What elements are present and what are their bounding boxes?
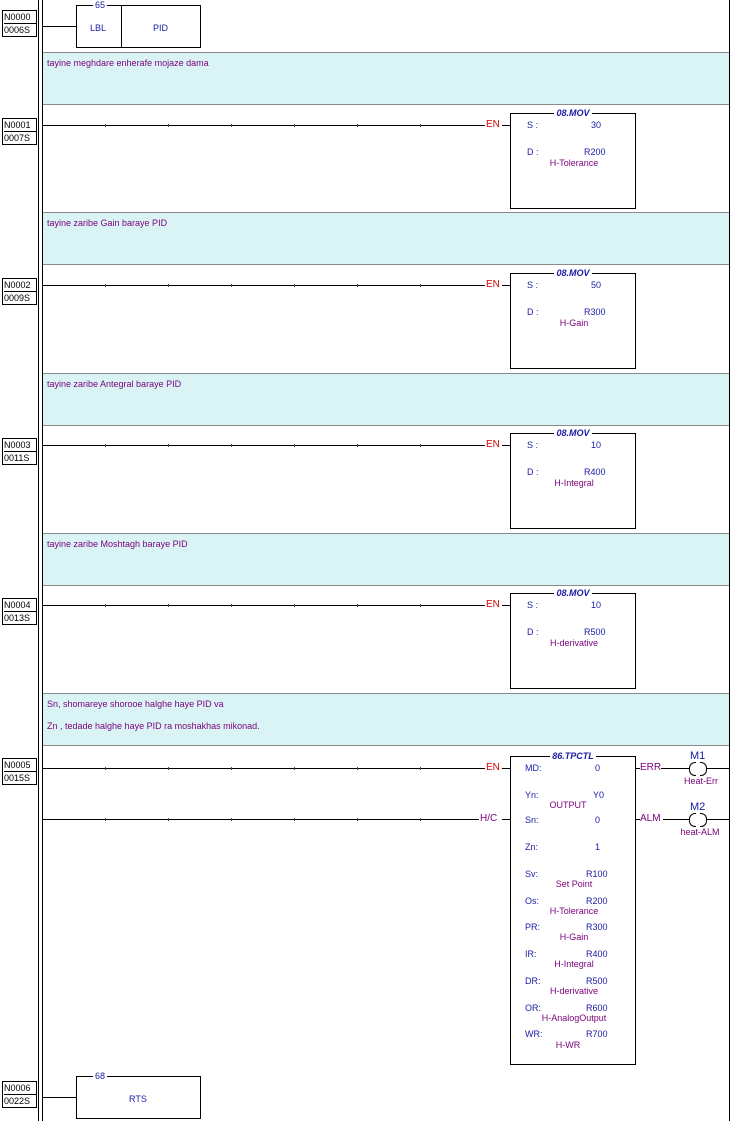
param-label-yn: Yn: <box>525 790 539 800</box>
block-divider <box>121 6 122 47</box>
source-label: S : <box>527 120 539 130</box>
mov-function-block[interactable] <box>510 268 636 369</box>
coil-m1[interactable] <box>689 762 707 774</box>
source-label: S : <box>527 280 539 290</box>
grid-tick <box>231 444 232 447</box>
grid-tick <box>294 767 295 770</box>
param-label-wr: WR: <box>525 1029 543 1039</box>
grid-tick <box>168 767 169 770</box>
output-wire <box>707 768 729 769</box>
return-instruction-block[interactable] <box>76 1071 201 1119</box>
param-value-md[interactable]: 0 <box>595 763 601 773</box>
comment-line: tayine zaribe Gain baraye PID <box>47 218 168 228</box>
dest-comment: H-Gain <box>559 318 589 328</box>
param-value-sv[interactable]: R100 <box>586 869 608 879</box>
function-number: 65 <box>95 0 106 10</box>
rung-wire <box>43 445 485 446</box>
param-comment-wr: H-WR <box>555 1040 581 1050</box>
grid-tick <box>105 604 106 607</box>
grid-tick <box>357 818 358 821</box>
rung-comment[interactable] <box>43 693 729 746</box>
step-address: 0013S <box>4 613 31 623</box>
coil-m2-comment: heat-ALM <box>680 827 720 837</box>
dest-comment: H-Tolerance <box>549 158 599 168</box>
grid-tick <box>105 444 106 447</box>
dest-label: D : <box>527 627 539 637</box>
grid-tick <box>105 767 106 770</box>
enable-input-label: EN <box>486 599 500 610</box>
param-comment-dr: H-derivative <box>549 986 598 996</box>
source-value[interactable]: 10 <box>591 440 602 450</box>
step-number-box[interactable] <box>2 758 37 785</box>
grid-tick <box>294 124 295 127</box>
grid-tick <box>168 604 169 607</box>
grid-tick <box>357 124 358 127</box>
grid-tick <box>168 124 169 127</box>
grid-tick <box>357 444 358 447</box>
output-wire <box>661 768 689 769</box>
source-label: S : <box>527 600 539 610</box>
coil-m2[interactable] <box>689 813 707 825</box>
step-number-box[interactable] <box>2 278 37 305</box>
dest-value[interactable]: R200 <box>584 147 606 157</box>
grid-tick <box>105 818 106 821</box>
rung-wire <box>43 125 485 126</box>
grid-tick <box>231 767 232 770</box>
step-number-box[interactable] <box>2 10 37 37</box>
param-label-ir: IR: <box>525 949 537 959</box>
grid-tick <box>105 284 106 287</box>
grid-tick <box>420 444 421 447</box>
param-value-ir[interactable]: R400 <box>586 949 608 959</box>
comment-line: tayine zaribe Antegral baraye PID <box>47 379 182 389</box>
right-power-rail <box>729 0 730 1121</box>
step-address: 0011S <box>4 453 30 463</box>
step-number-box[interactable] <box>2 1081 37 1108</box>
grid-tick <box>231 604 232 607</box>
step-number-box[interactable] <box>2 118 37 145</box>
param-comment-sv: Set Point <box>555 879 593 889</box>
param-comment-or: H-AnalogOutput <box>541 1013 607 1023</box>
dest-value[interactable]: R400 <box>584 467 606 477</box>
output-wire <box>707 819 729 820</box>
param-value-wr[interactable]: R700 <box>586 1029 608 1039</box>
function-title: 86.TPCTL <box>552 751 594 761</box>
grid-tick <box>168 818 169 821</box>
grid-tick <box>420 767 421 770</box>
network-number: N0001 <box>4 119 36 132</box>
rung-comment[interactable] <box>43 212 729 265</box>
grid-tick <box>420 284 421 287</box>
rung-wire <box>43 819 479 820</box>
tpctl-function-block[interactable] <box>510 751 636 1065</box>
alm-output-label: ALM <box>640 813 661 824</box>
function-name: LBL <box>90 23 107 33</box>
step-number-box[interactable] <box>2 438 37 465</box>
mov-function-block[interactable] <box>510 588 636 689</box>
param-value-or[interactable]: R600 <box>586 1003 608 1013</box>
enable-input-label: EN <box>486 119 500 130</box>
grid-tick <box>357 767 358 770</box>
function-title: 08.MOV <box>556 588 590 598</box>
rung-wire <box>43 1097 76 1098</box>
dest-value[interactable]: R300 <box>584 307 606 317</box>
function-name: RTS <box>129 1094 147 1104</box>
grid-tick <box>105 124 106 127</box>
source-value[interactable]: 10 <box>591 600 602 610</box>
dest-comment: H-Integral <box>554 478 594 488</box>
function-number: 68 <box>95 1071 106 1081</box>
grid-tick <box>420 604 421 607</box>
coil-m1-comment: Heat-Err <box>683 776 718 786</box>
grid-tick <box>231 124 232 127</box>
rung-wire <box>43 26 76 27</box>
param-comment-pr: H-Gain <box>559 932 589 942</box>
source-value[interactable]: 30 <box>591 120 602 130</box>
param-value-zn[interactable]: 1 <box>595 842 601 852</box>
function-title: 08.MOV <box>556 108 590 118</box>
dest-label: D : <box>527 307 539 317</box>
function-title: 08.MOV <box>556 428 590 438</box>
param-comment-ir: H-Integral <box>554 959 594 969</box>
grid-tick <box>294 818 295 821</box>
grid-tick <box>168 284 169 287</box>
grid-tick <box>294 604 295 607</box>
comment-line: tayine meghdare enherafe mojaze dama <box>47 58 209 68</box>
rung-wire <box>43 605 485 606</box>
grid-tick <box>294 444 295 447</box>
source-value[interactable]: 50 <box>591 280 602 290</box>
grid-tick <box>420 124 421 127</box>
enable-input-label: EN <box>486 439 500 450</box>
grid-tick <box>357 604 358 607</box>
mov-function-block[interactable] <box>510 108 636 209</box>
rung-comment[interactable] <box>43 533 729 586</box>
comment-line: Sn, shomareye shorooe halghe haye PID va <box>47 699 224 709</box>
param-label-sv: Sv: <box>525 869 539 879</box>
network-number: N0006 <box>4 1082 36 1095</box>
hc-input-label: H/C <box>480 813 498 824</box>
step-address: 0009S <box>4 293 31 303</box>
rung-comment[interactable] <box>43 373 729 426</box>
param-value-os[interactable]: R200 <box>586 896 608 906</box>
rung-comment[interactable] <box>43 52 729 105</box>
label-instruction-block[interactable] <box>76 0 201 48</box>
left-power-rail <box>38 0 39 1121</box>
err-output-label: ERR <box>640 762 662 773</box>
param-label-zn: Zn: <box>525 842 539 852</box>
param-comment-yn: OUTPUT <box>549 800 587 810</box>
step-address: 0007S <box>4 133 31 143</box>
comment-line: Zn , tedade halghe haye PID ra moshakhas mikonad. <box>47 721 260 731</box>
network-number: N0000 <box>4 11 36 24</box>
param-comment-os: H-Tolerance <box>549 906 599 916</box>
param-value-dr[interactable]: R500 <box>586 976 608 986</box>
dest-comment: H-derivative <box>549 638 598 648</box>
grid-tick <box>168 444 169 447</box>
step-address: 0006S <box>4 25 31 35</box>
rung-wire <box>43 285 485 286</box>
param-value-sn[interactable]: 0 <box>595 815 601 825</box>
coil-m1-address: M1 <box>690 750 706 762</box>
source-label: S : <box>527 440 539 450</box>
network-number: N0003 <box>4 439 36 452</box>
param-label-sn: Sn: <box>525 815 539 825</box>
param-label-pr: PR: <box>525 922 541 932</box>
coil-m2-address: M2 <box>690 801 706 813</box>
grid-tick <box>294 284 295 287</box>
grid-tick <box>231 818 232 821</box>
param-value-yn[interactable]: Y0 <box>593 790 605 800</box>
label-name: PID <box>153 23 169 33</box>
dest-value[interactable]: R500 <box>584 627 606 637</box>
param-value-pr[interactable]: R300 <box>586 922 608 932</box>
step-address: 0015S <box>4 773 31 783</box>
param-label-os: Os: <box>525 896 540 906</box>
output-wire <box>663 819 689 820</box>
mov-function-block[interactable] <box>510 428 636 529</box>
dest-label: D : <box>527 147 539 157</box>
network-number: N0002 <box>4 279 36 292</box>
step-address: 0022S <box>4 1096 31 1106</box>
enable-input-label: EN <box>486 279 500 290</box>
comment-line: tayine zaribe Moshtagh baraye PID <box>47 539 188 549</box>
network-number: N0004 <box>4 599 36 612</box>
function-title: 08.MOV <box>556 268 590 278</box>
param-label-or: OR: <box>525 1003 542 1013</box>
param-label-md: MD: <box>525 763 542 773</box>
network-number: N0005 <box>4 759 36 772</box>
step-number-box[interactable] <box>2 598 37 625</box>
grid-tick <box>231 284 232 287</box>
grid-tick <box>420 818 421 821</box>
enable-input-label: EN <box>486 762 500 773</box>
rung-wire <box>43 768 485 769</box>
grid-tick <box>357 284 358 287</box>
param-label-dr: DR: <box>525 976 541 986</box>
dest-label: D : <box>527 467 539 477</box>
